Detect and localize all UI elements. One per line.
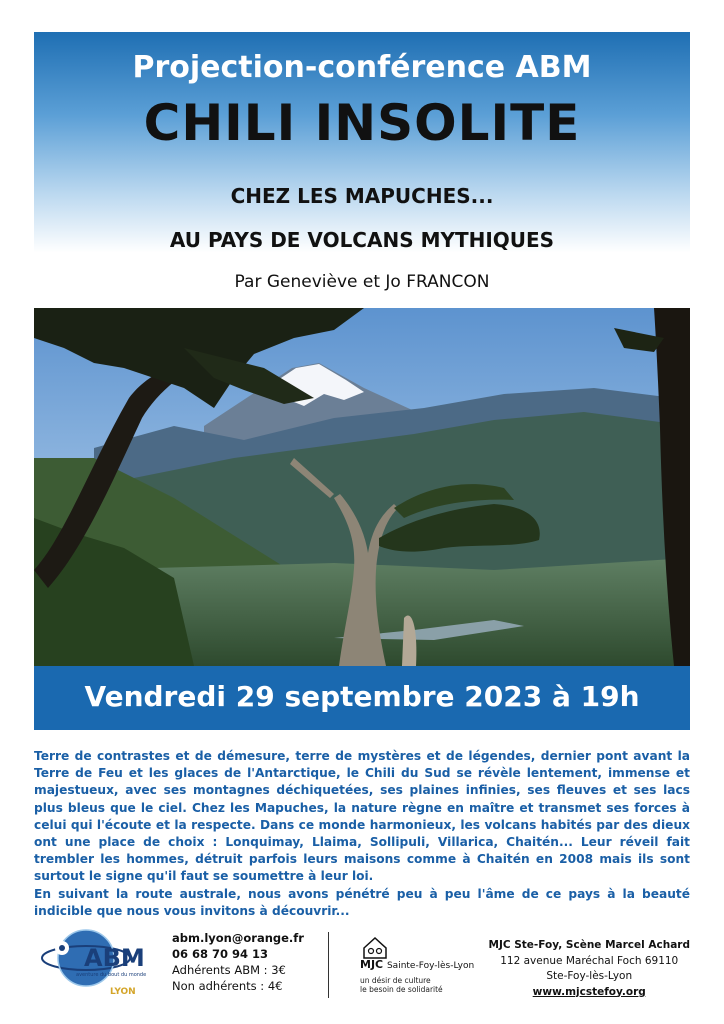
event-kicker: Projection-conférence ABM — [132, 50, 592, 85]
venue-city: Ste-Foy-lès-Lyon — [546, 970, 633, 982]
venue-address: 112 avenue Maréchal Foch 69110 — [500, 954, 679, 967]
date-banner — [34, 666, 690, 730]
poster-title: CHILI INSOLITE — [143, 94, 581, 152]
subtitle-line-2: AU PAYS DE VOLCANS MYTHIQUES — [169, 228, 555, 252]
mjc-brand: MJC Sainte-Foy-lès-Lyon — [360, 958, 475, 971]
price-non-members: Non adhérents : 4€ — [172, 979, 283, 993]
mjc-logo — [360, 936, 500, 1000]
venue-name: MJC Ste-Foy, Scène Marcel Achard — [488, 939, 690, 951]
event-date: Vendredi 29 septembre 2023 à 19h — [84, 680, 640, 713]
subtitle-line-1: CHEZ LES MAPUCHES... — [230, 184, 494, 208]
price-members: Adhérents ABM : 3€ — [172, 963, 286, 977]
description-paragraph-1: Terre de contrastes et de démesure, terre de mystères et de légendes, dernier pont avant la Terre de Feu et les glaces de l'Antarctique, le Chili du Sud se révèle lentement, immense et majestueux, avec ses montagnes déchiquetées, ses plaines infinies, ses fleuves et ses lacs plus bleus que le ciel. Chez les Mapuches, la nature règne en maître et transmet ses forces à celui qui l'écoute et la respecte. Dans ce monde harmonieux, les volcans habités par des dieux ont une place de choix : Lonquimay, Llaima, Sollipuli, Villarica, Chaitén... Leur réveil fait trembler les hommes, détruit parfois leurs maisons comme à Chaitén en 2008 mais ils sont surtout le signe qu'il faut se soumettre à leur loi. — [34, 749, 690, 884]
abm-logo-tagline: aventure du bout du monde — [76, 972, 147, 978]
contact-phone: 06 68 70 94 13 — [172, 947, 269, 961]
venue-website-link[interactable]: www.mjcstefoy.org — [532, 985, 646, 998]
abm-logo — [40, 920, 152, 1000]
contact-email[interactable]: abm.lyon@orange.fr — [172, 931, 304, 945]
mjc-house-icon — [362, 936, 388, 960]
mjc-tagline: un désir de culture le besoin de solidarité — [360, 976, 443, 994]
description — [34, 748, 690, 920]
poster-header — [34, 32, 690, 308]
abm-logo-name: ABM — [84, 944, 145, 972]
description-paragraph-2: En suivant la route australe, nous avons pénétré peu à peu l'âme de ce pays à la beauté indicible que nous vous invitons à découvrir... — [34, 886, 690, 918]
authors: Par Geneviève et Jo FRANCON — [234, 272, 490, 292]
contact-block — [172, 930, 304, 994]
abm-logo-city: LYON — [110, 987, 136, 997]
volcano-landscape-photo — [34, 308, 690, 666]
divider — [328, 932, 329, 998]
venue-block — [489, 938, 691, 1000]
